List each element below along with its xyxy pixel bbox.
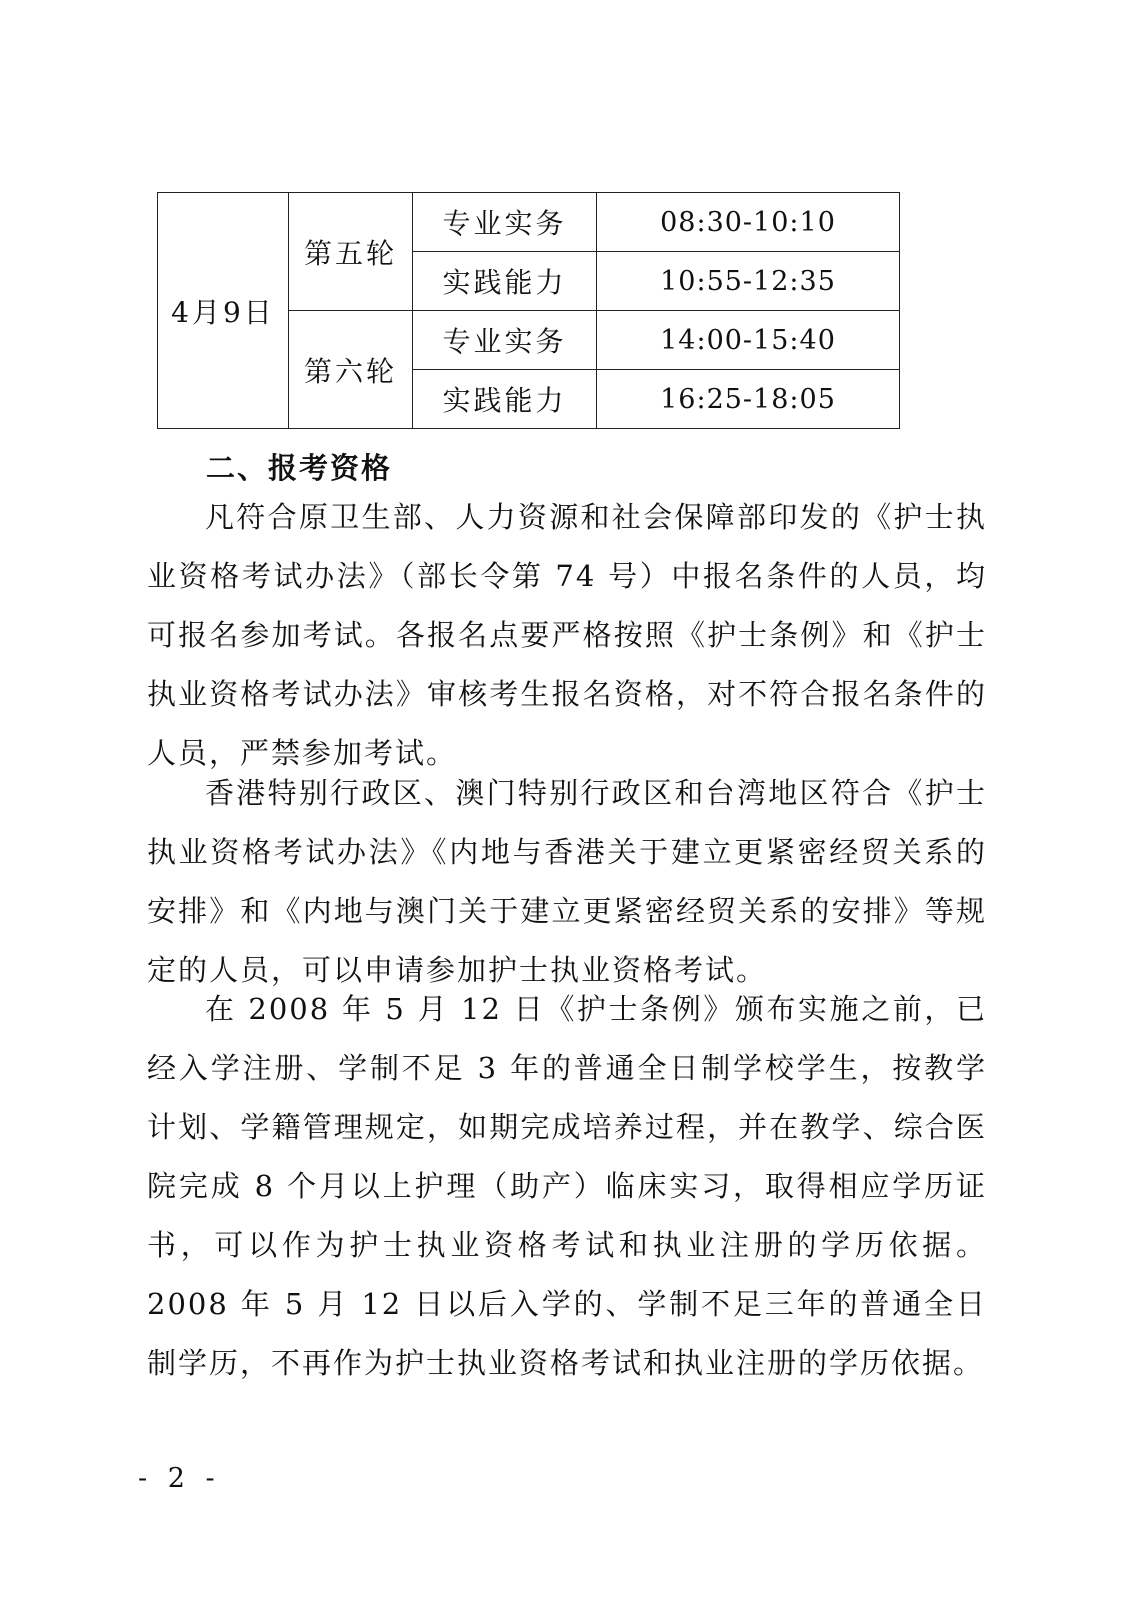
paragraph-education-basis: 在 2008 年 5 月 12 日《护士条例》颁布实施之前，已经入学注册、学制不足 3 年的普通全日制学校学生，按教学计划、学籍管理规定，如期完成培养过程，并在教学、综合医院完成 8 个月以上护理（助产）临床实习，取得相应学历证书，可以作为护士执业资格考试和执业注册的学历依据。2008 年 5 月 12 日以后入学的、学制不足三年的普通全日制学历，不再作为护士执业资格考试和执业注册的学历依据。: [147, 992, 987, 1380]
paragraph-hk-macau-taiwan: 香港特别行政区、澳门特别行政区和台湾地区符合《护士执业资格考试办法》《内地与香港关于建立更紧密经贸关系的安排》和《内地与澳门关于建立更紧密经贸关系的安排》等规定的人员，可以申请参加护士执业资格考试。: [147, 776, 987, 987]
time-cell: 10:55-12:35: [597, 252, 900, 311]
round-name-cell: 第六轮: [289, 311, 413, 429]
exam-schedule-table: [157, 192, 900, 429]
time-cell: 08:30-10:10: [597, 193, 900, 252]
subject-cell: 实践能力: [413, 370, 597, 429]
page-number: - 2 -: [138, 1463, 221, 1494]
table-row: [158, 193, 900, 252]
round-name-cell: 第五轮: [289, 193, 413, 311]
subject-cell: 实践能力: [413, 252, 597, 311]
section-heading: 二、报考资格: [206, 451, 393, 485]
subject-cell: 专业实务: [413, 311, 597, 370]
subject-cell: 专业实务: [413, 193, 597, 252]
paragraph-eligibility-conditions: 凡符合原卫生部、人力资源和社会保障部印发的《护士执业资格考试办法》（部长令第 74 号）中报名条件的人员，均可报名参加考试。各报名点要严格按照《护士条例》和《护士执业资格考试办法》审核考生报名资格，对不符合报名条件的人员，严禁参加考试。: [147, 500, 987, 770]
time-cell: 14:00-15:40: [597, 311, 900, 370]
exam-date-cell: 4月9日: [158, 193, 289, 429]
time-cell: 16:25-18:05: [597, 370, 900, 429]
